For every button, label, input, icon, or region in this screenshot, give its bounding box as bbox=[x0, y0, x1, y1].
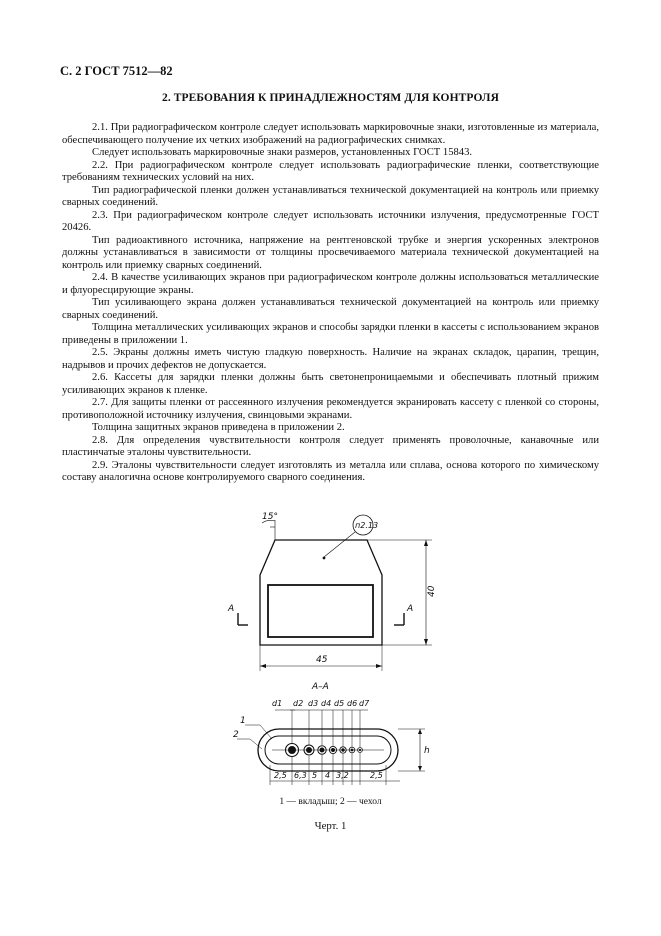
section-title: 2. ТРЕБОВАНИЯ К ПРИНАДЛЕЖНОСТЯМ ДЛЯ КОНТРОЛЯ bbox=[161, 92, 500, 104]
paragraph: Толщина защитных экранов приведена в приложении 2. bbox=[92, 422, 345, 433]
d2-label: d2 bbox=[293, 699, 304, 708]
paragraph: 2.5. Экраны должны иметь чистую гладкую поверхность. Наличие на экранах складок, царапин, трещин, надрывов и прочих дефектов не допускается. bbox=[62, 347, 599, 371]
bottom-dim: 5 bbox=[312, 771, 318, 780]
angle-label: 15° bbox=[262, 512, 278, 522]
callout-label: п2.13 bbox=[355, 521, 379, 530]
body-text bbox=[62, 122, 599, 485]
part-number-2: 2 bbox=[233, 730, 239, 740]
paragraph: 2.9. Эталоны чувствительности следует изготовлять из металла или сплава, основа которого по химическому составу аналогична основе контролируемого сварного соединения. bbox=[62, 459, 599, 483]
paragraph: 2.4. В качестве усиливающих экранов при радиографическом контроле должны использоваться металлические и флуоресцирующие экраны. bbox=[62, 272, 599, 296]
paragraph: Следует использовать маркировочные знаки размеров, установленных ГОСТ 15843. bbox=[92, 147, 473, 158]
bottom-dim: 2,5 bbox=[370, 771, 383, 780]
d4-label: d4 bbox=[321, 699, 332, 708]
figure-legend: 1 — вкладыш; 2 — чехол bbox=[279, 797, 382, 807]
paragraph: 2.8. Для определения чувствительности контроля следует применять проволочные, канавочные или пластинчатые эталоны чувствительности. bbox=[62, 434, 599, 458]
bottom-dim: 3,2 bbox=[336, 771, 349, 780]
width-dimension: 45 bbox=[316, 655, 328, 665]
d5-label: d5 bbox=[334, 699, 345, 708]
technical-drawing bbox=[200, 505, 460, 795]
d7-label: d7 bbox=[359, 699, 370, 708]
paragraph: 2.1. При радиографическом контроле следует использовать маркировочные знаки, изготовленные из материала, обеспечивающего получение их четких изображений на радиографических снимках. bbox=[62, 122, 599, 146]
paragraph: Толщина металлических усиливающих экранов и способы зарядки пленки в кассеты с использованием экранов приведены в приложении 1. bbox=[62, 322, 599, 346]
part-number-1: 1 bbox=[240, 716, 246, 726]
page-header: С. 2 ГОСТ 7512—82 bbox=[60, 64, 173, 78]
figure-caption: Черт. 1 bbox=[314, 820, 347, 832]
bottom-dim: 4 bbox=[325, 771, 331, 780]
paragraph: Тип усиливающего экрана должен устанавливаться технической документацией на контроль или приемку сварных соединений. bbox=[62, 297, 599, 321]
section-marker-left: А bbox=[228, 604, 235, 614]
d6-label: d6 bbox=[347, 699, 358, 708]
bottom-dim: 6,3 bbox=[294, 771, 307, 780]
h-label: h bbox=[424, 746, 430, 756]
section-view-title: А–А bbox=[312, 682, 329, 692]
d1-label: d1 bbox=[272, 699, 283, 708]
paragraph: 2.6. Кассеты для зарядки пленки должны быть светонепроницаемыми и обеспечивать плотный прижим усиливающих экранов к пленке. bbox=[62, 372, 599, 396]
paragraph: 2.7. Для защиты пленки от рассеянного излучения рекомендуется экранировать кассету с пленкой со стороны, противоположной источнику излучения, свинцовыми экранами. bbox=[62, 397, 599, 421]
paragraph: 2.2. При радиографическом контроле следует использовать радиографические пленки, соответствующие требованиям технических условий на них. bbox=[62, 159, 599, 183]
cassette-outline bbox=[260, 540, 382, 645]
paragraph: Тип радиографической пленки должен устанавливаться технической документацией на контроль или приемку сварных соединений. bbox=[62, 184, 599, 208]
window-rect bbox=[268, 585, 373, 637]
bottom-dim: 2,5 bbox=[274, 771, 287, 780]
section-marker-right: А bbox=[407, 604, 414, 614]
d3-label: d3 bbox=[308, 699, 319, 708]
paragraph: 2.3. При радиографическом контроле следует использовать источники излучения, предусмотренные ГОСТ 20426. bbox=[62, 209, 599, 233]
paragraph: Тип радиоактивного источника, напряжение на рентгеновской трубке и энергия ускоренных электронов должны устанавливаться в зависимости от толщины просвечиваемого материала технической документацией на контроль или приемку сварных соединений. bbox=[62, 234, 599, 271]
height-dimension: 40 bbox=[427, 585, 437, 597]
